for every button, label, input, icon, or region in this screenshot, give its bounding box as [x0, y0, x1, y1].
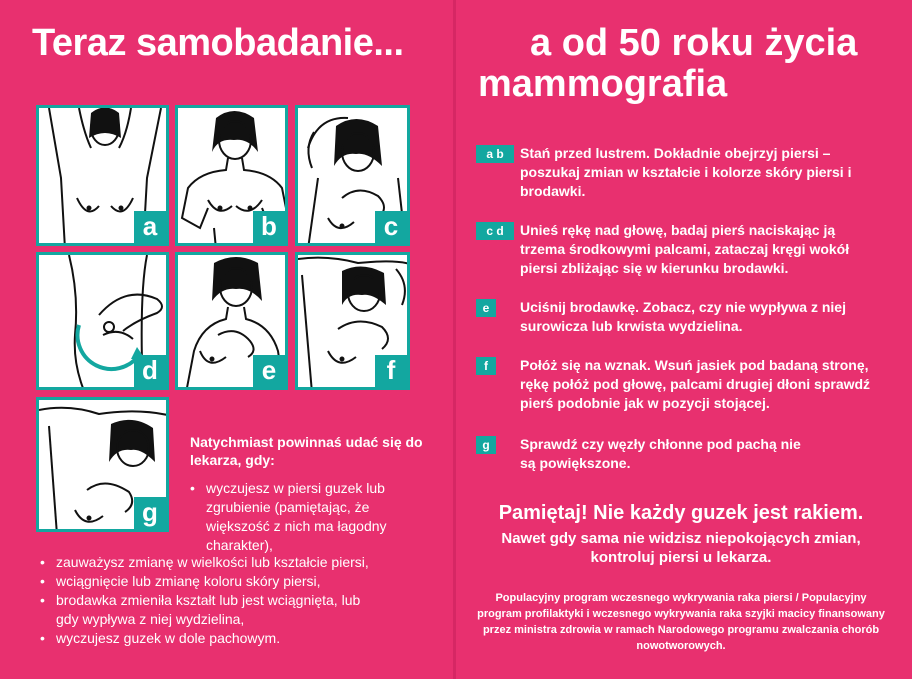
- panel-letter-a: a: [134, 211, 166, 243]
- panel-letter-g: g: [134, 497, 166, 529]
- right-title-line2: mammografia: [478, 63, 728, 105]
- panel-e: [175, 252, 288, 390]
- step-text: Sprawdź czy węzły chłonne pod pachą nie są powiększone.: [520, 436, 801, 471]
- left-title: Teraz samobadanie...: [32, 22, 404, 64]
- step-tag: e: [476, 299, 496, 317]
- warning-bullet: • wyczujesz w piersi guzek lub zgrubienie (pamiętając, że większość z nich ma łagodny charakter),: [190, 479, 415, 555]
- warning-bullet: • wyczujesz guzek w dole pachowym.: [40, 629, 445, 648]
- panel-a: [36, 105, 169, 246]
- step-text: Połóż się na wznak. Wsuń jasiek pod badaną stronę, rękę połóż pod głowę, palcami drugiej dłoni sprawdź pierś podobnie jak w pozycji stojącej.: [520, 357, 871, 411]
- page-fold: [453, 0, 456, 679]
- warning-list-part2: [40, 553, 445, 648]
- panel-b: [175, 105, 288, 246]
- panel-letter-b: b: [253, 211, 285, 243]
- panel-letter-e: e: [253, 355, 285, 387]
- step-text: Unieś rękę nad głowę, badaj pierś naciskając ją trzema środkowymi palcami, zataczaj kręgi wokół piersi zbliżając się w kierunku brodawki.: [520, 222, 850, 276]
- panel-c: [295, 105, 410, 246]
- panel-letter-f: f: [375, 355, 407, 387]
- warning-bullet: • wciągnięcie lub zmianę koloru skóry piersi,: [40, 572, 445, 591]
- remember-text: Nawet gdy sama nie widzisz niepokojących zmian, kontroluj piersi u lekarza.: [501, 530, 861, 566]
- panel-letter-c: c: [375, 211, 407, 243]
- panel-f: [295, 252, 410, 390]
- step-tag: a b: [476, 145, 514, 163]
- step-tag: g: [476, 436, 496, 454]
- step-tag: c d: [476, 222, 514, 240]
- step-text: Uciśnij brodawkę. Zobacz, czy nie wypływa z niej surowicza lub krwista wydzielina.: [520, 299, 846, 334]
- step-tag: f: [476, 357, 496, 375]
- warning-list-part1: [190, 479, 415, 555]
- panel-d: [36, 252, 169, 390]
- warning-bullet: • brodawka zmieniła kształt lub jest wciągnięta, lub gdy wypływa z niej wydzielina,: [40, 591, 386, 629]
- warning-title: Natychmiast powinnaś udać się do lekarza, gdy:: [190, 434, 423, 468]
- step-text: Stań przed lustrem. Dokładnie obejrzyj piersi – poszukaj zmian w kształcie i kolorze skóry piersi i brodawki.: [520, 145, 852, 199]
- right-title-line1: a od 50 roku życia: [530, 22, 858, 64]
- panel-letter-d: d: [134, 355, 166, 387]
- panel-g: [36, 397, 169, 532]
- warning-bullet: • zauważysz zmianę w wielkości lub kształcie piersi,: [40, 553, 445, 572]
- remember-heading: Pamiętaj! Nie każdy guzek jest rakiem.: [498, 502, 864, 524]
- program-footnote: Populacyjny program wczesnego wykrywania raka piersi / Populacyjny program profilaktyki i wczesnego wykrywania raka szyjki macicy finansowany przez ministra zdrowia w ramach Narodowego programu zwalczania chorób nowotworowych.: [477, 592, 885, 652]
